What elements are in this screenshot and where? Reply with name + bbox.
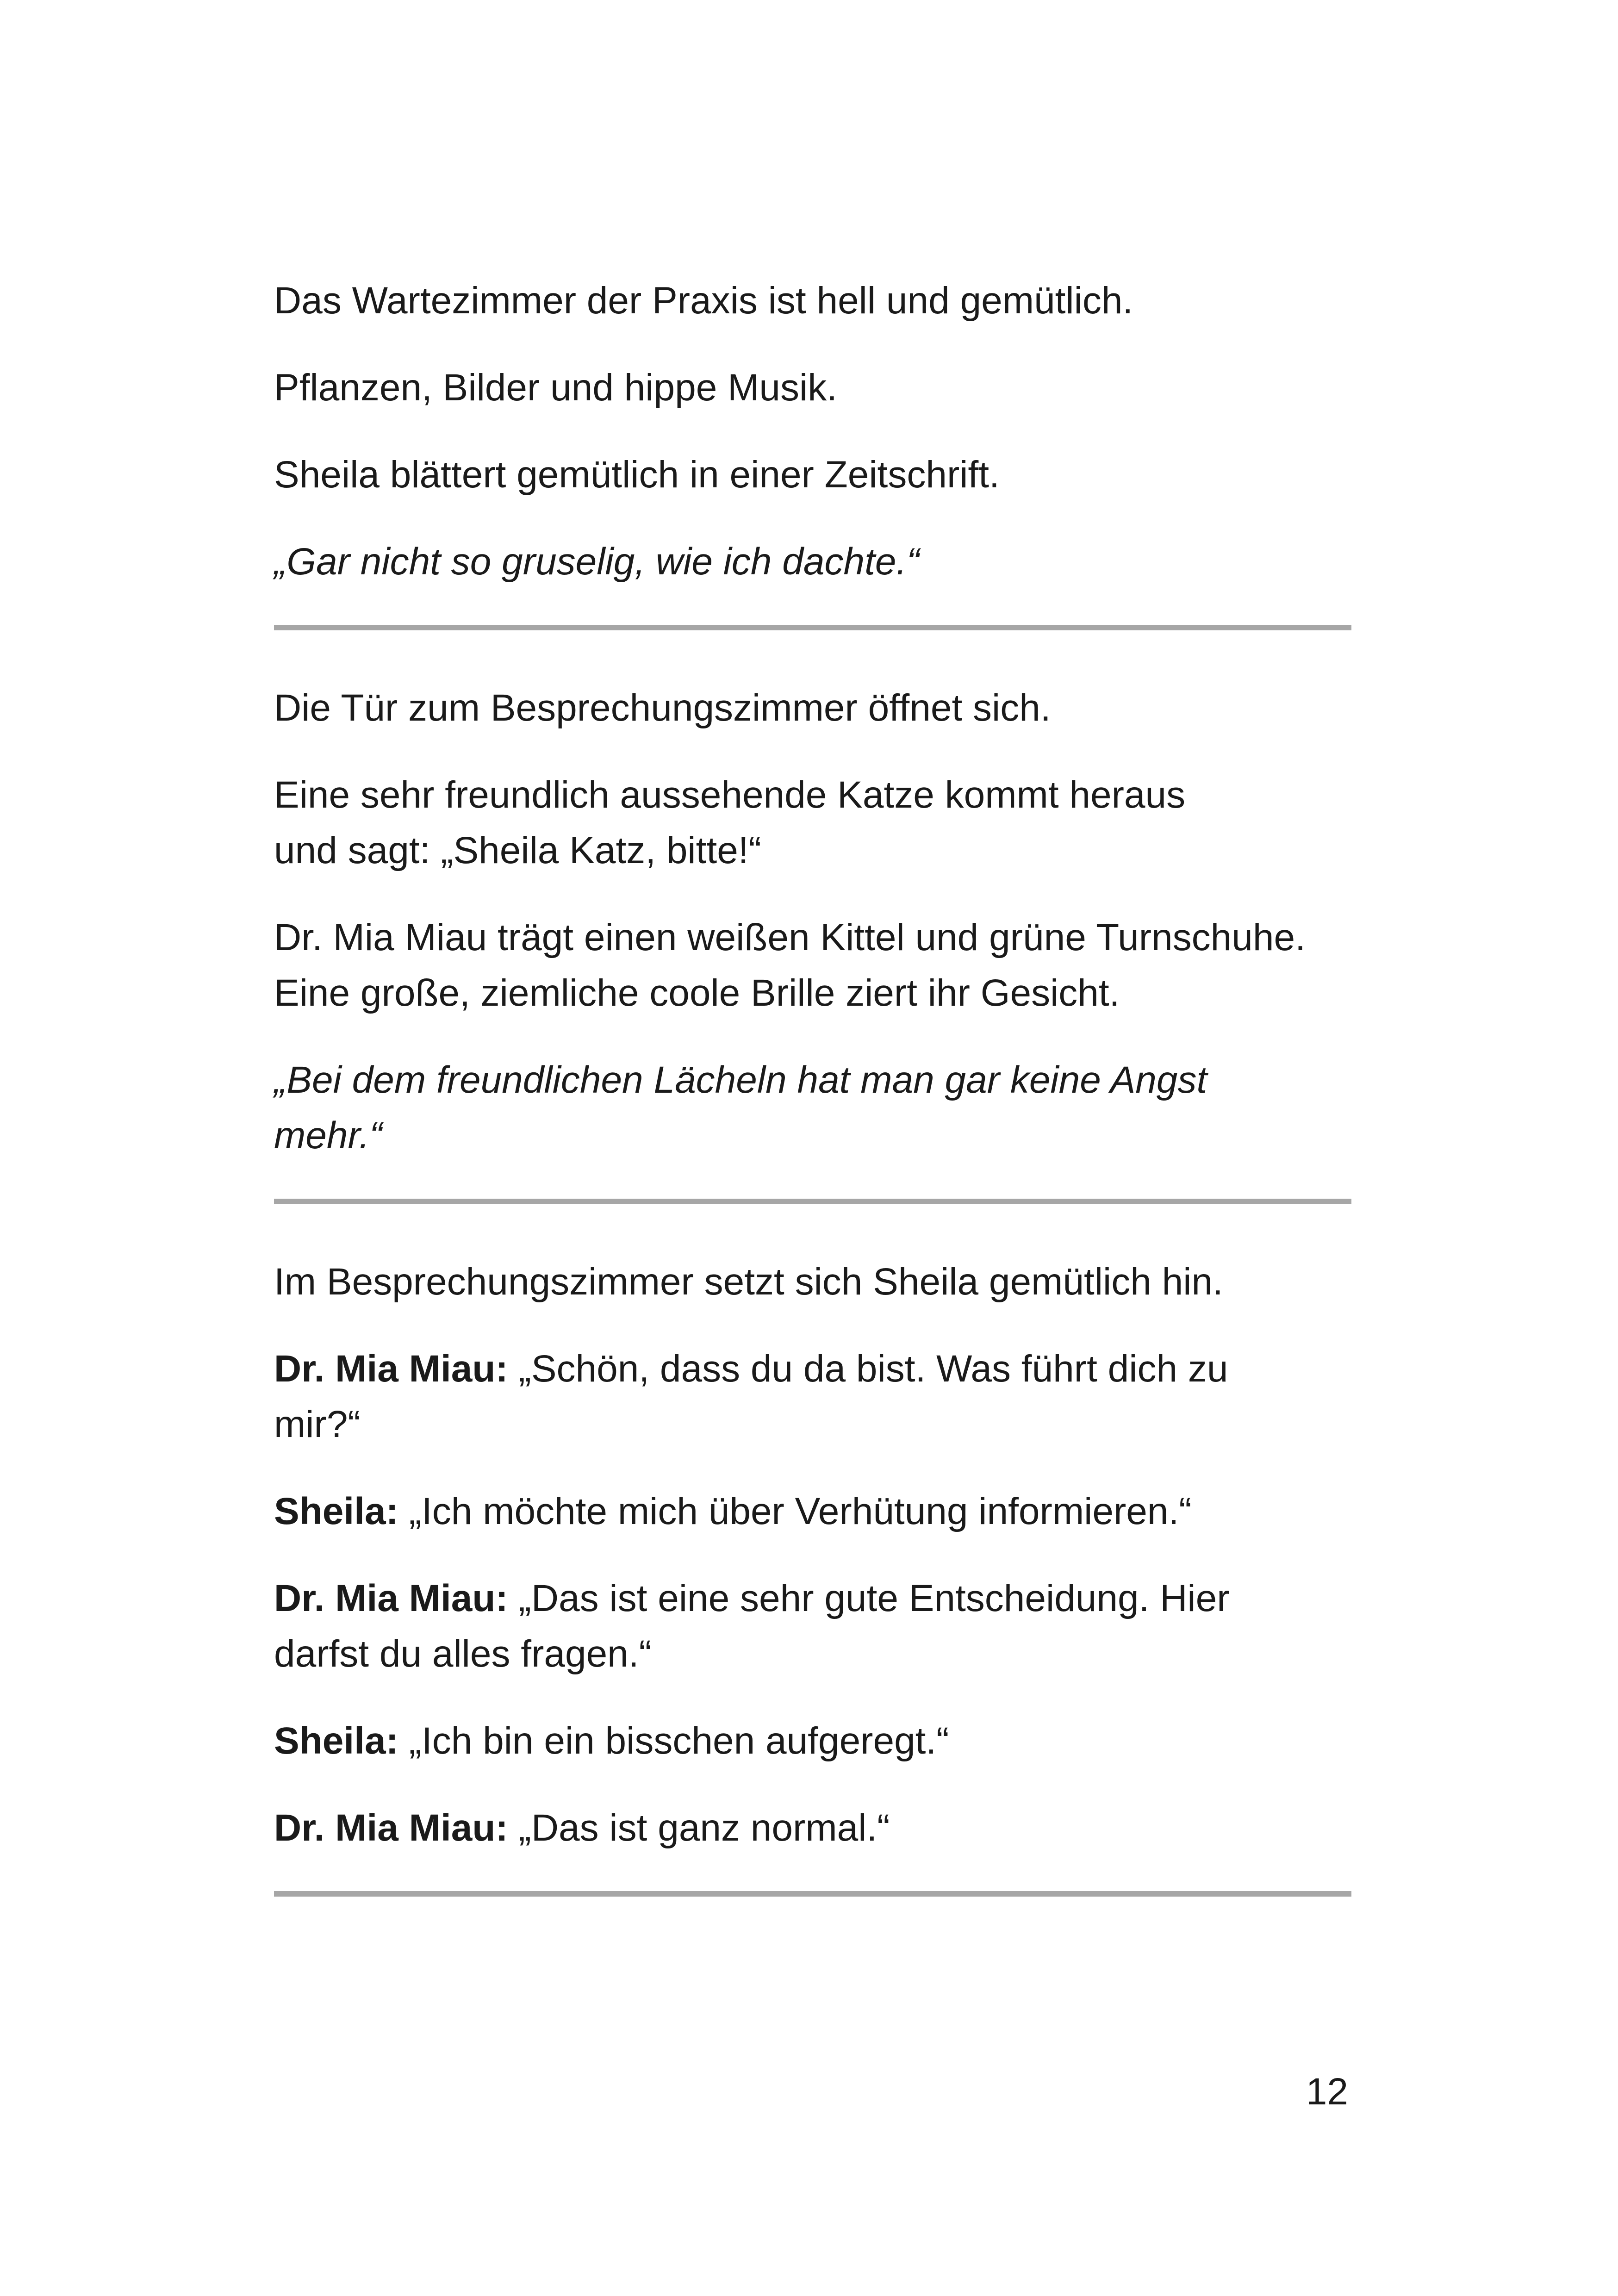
thought-paragraph <box>274 534 1362 590</box>
speaker-name: Sheila: <box>274 1490 398 1532</box>
speaker-name: Dr. Mia Miau: <box>274 1807 508 1849</box>
speaker-name: Sheila: <box>274 1720 398 1762</box>
page-content <box>274 273 1362 1947</box>
thought-paragraph <box>274 1052 1362 1164</box>
dialogue-text: „Das ist eine sehr gute Entscheidung. Hier <box>508 1577 1230 1619</box>
page-number: 12 <box>1306 2071 1348 2113</box>
text-line: „Bei dem freundlichen Lächeln hat man gar keine Angst <box>274 1059 1207 1101</box>
text-line: und sagt: „Sheila Katz, bitte!“ <box>274 829 761 871</box>
dialogue-text: „Das ist ganz normal.“ <box>508 1807 890 1849</box>
dialogue-first-line <box>274 1341 1362 1397</box>
paragraph <box>274 1254 1362 1310</box>
section-waiting-room <box>274 273 1362 590</box>
dialogue-line <box>274 1713 1362 1769</box>
section-consultation <box>274 1254 1362 1856</box>
section-divider <box>274 1891 1351 1897</box>
paragraph <box>274 360 1362 416</box>
dialogue-first-line <box>274 1713 1362 1769</box>
dialogue-line <box>274 1341 1362 1452</box>
paragraph <box>274 910 1362 1021</box>
dialogue-text: „Schön, dass du da bist. Was führt dich zu <box>508 1348 1228 1390</box>
dialogue-first-line <box>274 1484 1362 1539</box>
speaker-name: Dr. Mia Miau: <box>274 1348 508 1390</box>
dialogue-line <box>274 1571 1362 1682</box>
dialogue-text: „Ich möchte mich über Verhütung informieren.“ <box>398 1490 1192 1532</box>
text-line: Pflanzen, Bilder und hippe Musik. <box>274 367 838 409</box>
text-line: Die Tür zum Besprechungszimmer öffnet sich. <box>274 687 1051 729</box>
paragraph <box>274 447 1362 503</box>
dialogue-continuation: mir?“ <box>274 1403 361 1445</box>
text-line: Im Besprechungszimmer setzt sich Sheila gemütlich hin. <box>274 1261 1223 1303</box>
text-line: Eine große, ziemliche coole Brille ziert ihr Gesicht. <box>274 972 1120 1014</box>
paragraph <box>274 273 1362 329</box>
section-divider <box>274 625 1351 630</box>
section-divider <box>274 1199 1351 1204</box>
dialogue-text: „Ich bin ein bisschen aufgeregt.“ <box>398 1720 949 1762</box>
text-line: Das Wartezimmer der Praxis ist hell und gemütlich. <box>274 280 1133 322</box>
dialogue-line <box>274 1800 1362 1856</box>
text-line: Eine sehr freundlich aussehende Katze kommt heraus <box>274 774 1186 816</box>
dialogue-continuation: darfst du alles fragen.“ <box>274 1633 652 1675</box>
text-line: Sheila blättert gemütlich in einer Zeitschrift. <box>274 454 1000 496</box>
dialogue-line <box>274 1484 1362 1539</box>
dialogue-first-line <box>274 1571 1362 1626</box>
paragraph <box>274 767 1362 878</box>
text-line: mehr.“ <box>274 1114 382 1157</box>
dialogue-first-line <box>274 1800 1362 1856</box>
paragraph <box>274 680 1362 736</box>
section-door-opens <box>274 680 1362 1164</box>
text-line: „Gar nicht so gruselig, wie ich dachte.“ <box>274 541 920 583</box>
speaker-name: Dr. Mia Miau: <box>274 1577 508 1619</box>
text-line: Dr. Mia Miau trägt einen weißen Kittel und grüne Turnschuhe. <box>274 916 1306 958</box>
